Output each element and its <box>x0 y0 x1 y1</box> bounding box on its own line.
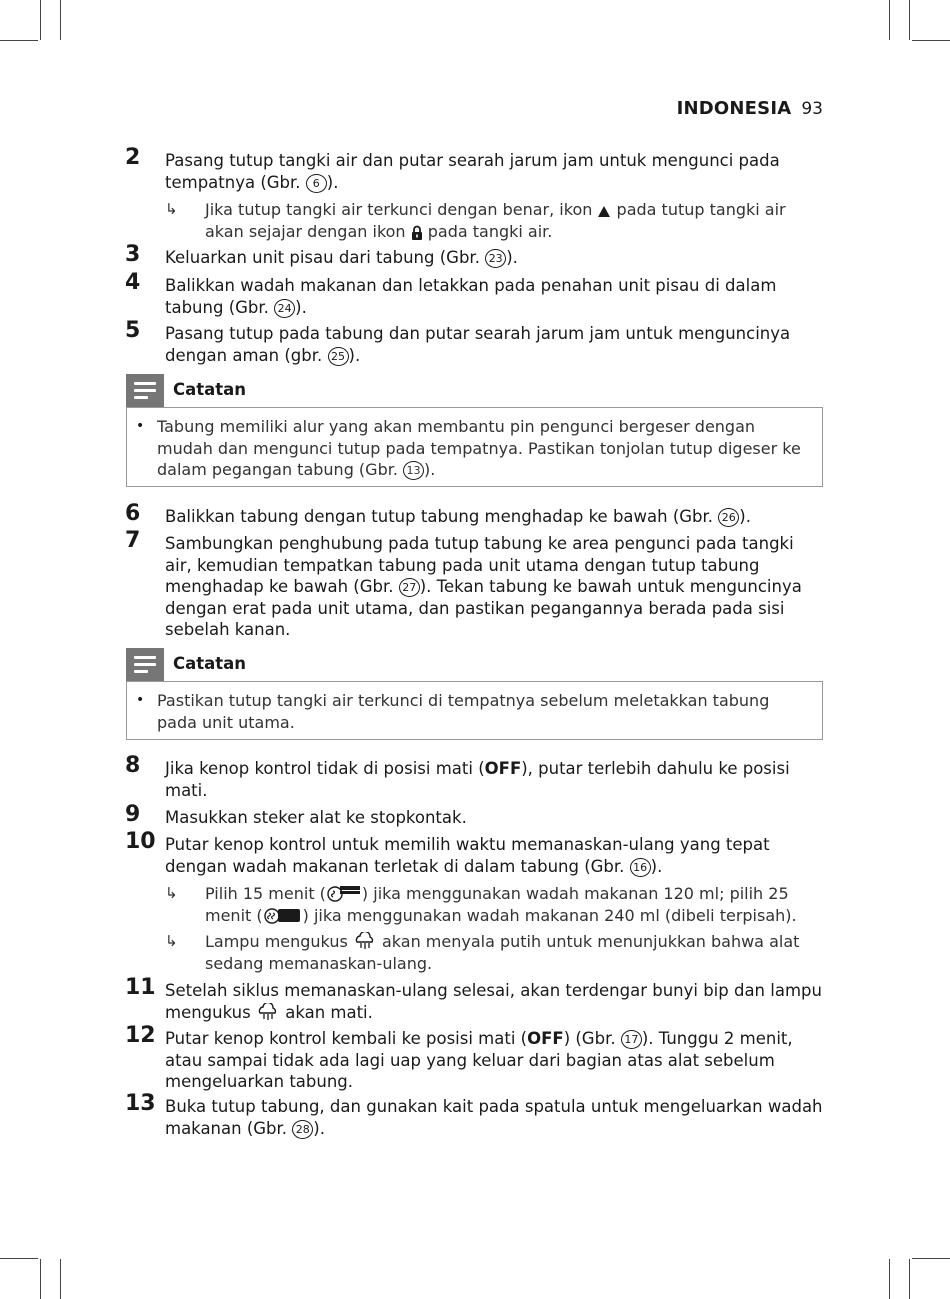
figure-ref: 26 <box>718 508 739 527</box>
figure-ref: 27 <box>399 578 420 597</box>
crop-mark <box>909 0 910 40</box>
figure-ref: 16 <box>630 858 651 877</box>
arrow-icon: ↳ <box>165 884 178 902</box>
step-text: Jika kenop kontrol tidak di posisi mati (OFF), putar terlebih dahulu ke posisi mati. <box>165 759 790 800</box>
arrow-icon: ↳ <box>165 200 178 218</box>
note-header <box>126 648 426 681</box>
language-label: INDONESIA <box>676 98 792 119</box>
figure-ref: 6 <box>306 174 327 193</box>
crop-mark <box>40 0 41 40</box>
step-8 <box>125 753 825 801</box>
crop-mark <box>60 0 61 40</box>
crop-mark <box>889 0 890 40</box>
note-header <box>126 374 426 407</box>
step-number: 13 <box>125 1091 156 1116</box>
step-10 <box>125 829 825 877</box>
crop-mark <box>909 1259 910 1299</box>
arrow-icon: ↳ <box>165 932 178 950</box>
figure-ref: 17 <box>621 1030 642 1049</box>
step-13 <box>125 1091 825 1139</box>
note-text: Pastikan tutup tangki air terkunci di tempatnya sebelum meletakkan tabung pada unit utama. <box>157 691 770 732</box>
step-number: 11 <box>125 975 156 1000</box>
step-11 <box>125 975 825 1023</box>
figure-ref: 13 <box>403 461 424 480</box>
figure-ref: 24 <box>274 299 295 318</box>
step-number: 10 <box>125 829 156 854</box>
step-12 <box>125 1023 825 1093</box>
step-text: Buka tutup tabung, dan gunakan kait pada spatula untuk mengeluarkan wadah makanan (Gbr. 28 ). <box>165 1097 823 1138</box>
step-number: 2 <box>125 145 141 170</box>
step-text: Pasang tutup pada tabung dan putar searah jarum jam untuk menguncinya dengan aman (gbr. 25 ). <box>165 324 791 365</box>
step-text: Putar kenop kontrol kembali ke posisi mati (OFF) (Gbr. 17 ). Tunggu 2 menit, atau sampai tidak ada lagi uap yang keluar dari bagian atas alat sebelum mengeluarkan tabung. <box>165 1029 793 1091</box>
step-number: 3 <box>125 242 141 267</box>
steam-light-icon <box>256 1003 280 1021</box>
step-text: Putar kenop kontrol untuk memilih waktu memanaskan-ulang yang tepat dengan wadah makanan terletak di dalam tabung (Gbr. 16 ). <box>165 835 770 876</box>
note-icon <box>126 648 164 681</box>
step-3 <box>125 242 825 269</box>
step-text: Setelah siklus memanaskan-ulang selesai, akan terdengar bunyi bip dan lampu mengukus akan mati. <box>165 981 822 1022</box>
crop-mark <box>889 1259 890 1299</box>
step-text: Balikkan wadah makanan dan letakkan pada penahan unit pisau di dalam tabung (Gbr. 24 ). <box>165 276 777 317</box>
step-number: 6 <box>125 501 141 526</box>
step-number: 4 <box>125 270 141 295</box>
crop-mark <box>912 40 950 41</box>
step-4 <box>125 270 825 318</box>
step-number: 5 <box>125 318 141 343</box>
note-text: Tabung memiliki alur yang akan membantu pin pengunci bergeser dengan mudah dan mengunci tutup pada tempatnya. Pastikan tonjolan tutup digeser ke dalam pegangan tabung (Gbr. 13 ). <box>157 417 801 479</box>
figure-ref: 25 <box>328 347 349 366</box>
step-text: Keluarkan unit pisau dari tabung (Gbr. 23 ). <box>165 248 518 267</box>
container-large-icon <box>263 906 303 924</box>
note-box <box>126 407 823 487</box>
note-icon <box>126 374 164 407</box>
step-10-option: ↳ Pilih 15 menit ( ) jika menggunakan wadah makanan 120 ml; pilih 25 menit ( ) jika menggunakan wadah makanan 240 ml (dibeli terpisah). <box>165 884 797 925</box>
crop-mark <box>60 1259 61 1299</box>
page-header <box>677 98 823 119</box>
step-text: Sambungkan penghubung pada tutup tabung ke area pengunci pada tangki air, kemudian tempatkan tabung pada unit utama dengan tutup tabung menghadap ke bawah (Gbr. 27 ). Tekan tabung ke bawah untuk menguncinya dengan erat pada unit utama, dan pastikan pegangannya berada pada sisi sebelah kanan. <box>165 534 802 639</box>
note-box <box>126 681 823 740</box>
step-number: 8 <box>125 753 141 778</box>
step-6 <box>125 501 825 528</box>
note-title: Catatan <box>173 654 247 673</box>
step-5 <box>125 318 825 366</box>
step-text: Balikkan tabung dengan tutup tabung menghadap ke bawah (Gbr. 26 ). <box>165 507 751 526</box>
step-9 <box>125 802 825 829</box>
crop-mark <box>40 1259 41 1299</box>
figure-ref: 23 <box>485 249 506 268</box>
bullet: • <box>136 692 145 708</box>
container-small-icon <box>326 884 362 902</box>
step-number: 9 <box>125 802 141 827</box>
bullet: • <box>136 418 145 434</box>
crop-mark <box>0 40 38 41</box>
step-number: 12 <box>125 1023 156 1048</box>
lock-icon <box>411 225 423 240</box>
triangle-icon <box>597 205 611 218</box>
crop-mark <box>912 1258 950 1259</box>
figure-ref: 28 <box>292 1120 313 1139</box>
step-text: Pasang tutup tangki air dan putar searah jarum jam untuk mengunci pada tempatnya (Gbr. 6 ). <box>165 151 780 192</box>
step-10-result: ↳ Lampu mengukus akan menyala putih untuk menunjukkan bahwa alat sedang memanaskan-ulang. <box>165 932 800 973</box>
step-text: Masukkan steker alat ke stopkontak. <box>165 808 467 827</box>
note-title: Catatan <box>173 380 247 399</box>
page-number: 93 <box>801 99 823 119</box>
crop-mark <box>0 1258 38 1259</box>
step-7 <box>125 528 825 641</box>
steam-light-icon <box>353 932 377 950</box>
step-2-result: ↳ Jika tutup tangki air terkunci dengan benar, ikon pada tutup tangki air akan sejajar dengan ikon pada tangki air. <box>165 200 786 241</box>
step-number: 7 <box>125 528 141 553</box>
step-2 <box>125 145 825 193</box>
